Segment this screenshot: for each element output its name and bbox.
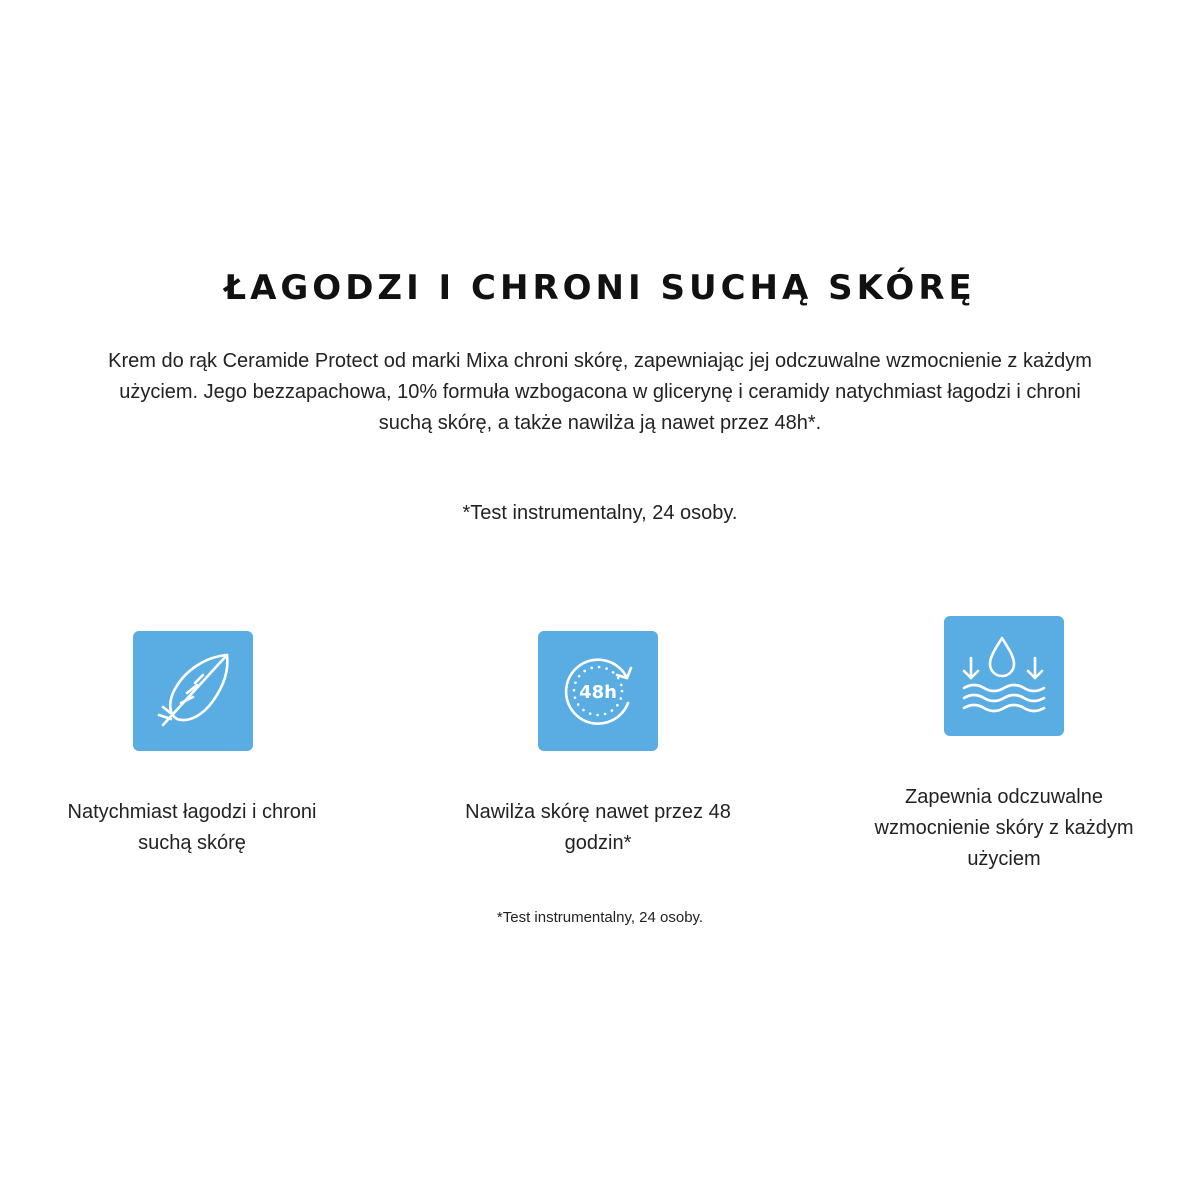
feather-icon [133, 631, 253, 751]
clock-48h-icon [538, 631, 658, 751]
benefit-text-strengthens: Zapewnia odczuwalne wzmocnienie skóry z każdym użyciem [874, 786, 1134, 870]
footnote-bottom: *Test instrumentalny, 24 osoby. [496, 909, 704, 926]
clock-48h-label: 48h [579, 682, 617, 703]
benefit-text-soothes: Natychmiast łagodzi i chroni suchą skórę [67, 801, 317, 854]
footnote-top: *Test instrumentalny, 24 osoby. [462, 502, 738, 524]
water-drop-waves-icon [944, 616, 1064, 736]
benefit-text-hydrates: Nawilża skórę nawet przez 48 godzin* [465, 801, 731, 854]
intro-paragraph: Krem do rąk Ceramide Protect od marki Mixa chroni skórę, zapewniając jej odczuwalne wzmocnienie z każdym użyciem. Jego bezzapachowa, 10% formuła wzbogacona w glicerynę i ceramidy natychmiast łagodzi i chroni suchą skórę, a także nawilża ją nawet przez 48h*. [108, 350, 1092, 434]
page-title: ŁAGODZI I CHRONI SUCHĄ SKÓRĘ [224, 268, 976, 308]
